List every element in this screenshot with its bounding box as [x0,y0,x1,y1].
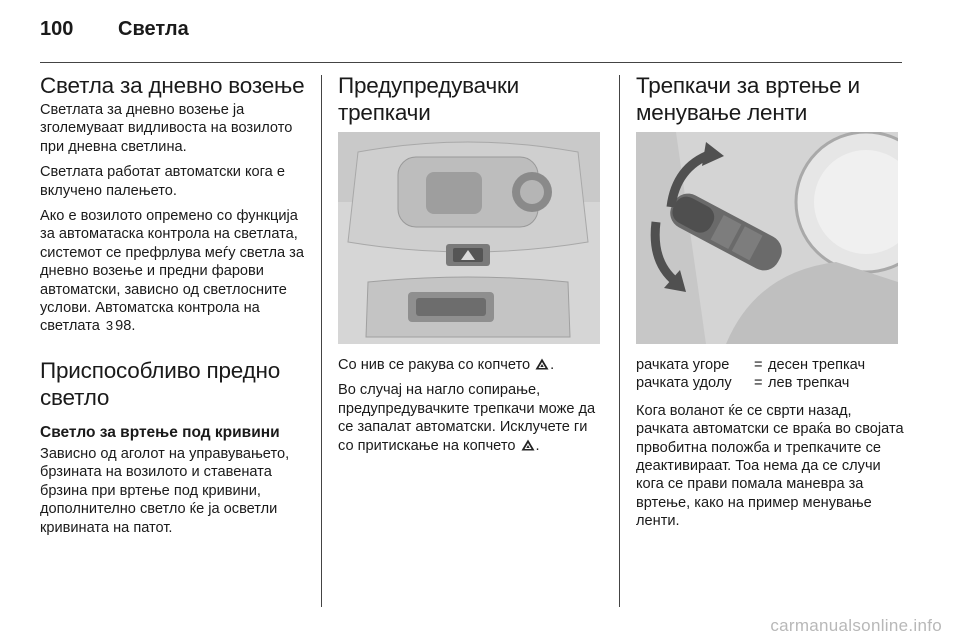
watermark: carmanualsonline.info [770,616,942,635]
page-reference-arrow-icon: 3 [105,318,114,334]
cornering-light-subheading: Светло за вртење под кривини [40,423,280,441]
turn-signal-illustration [636,132,898,344]
column-divider-1 [321,75,322,607]
table-row [636,356,906,374]
hazard-switch-illustration [338,132,600,344]
hazard-switch-photo [338,132,600,344]
table-term: рачката удолу [636,375,732,392]
table-definition: лев трепкач [768,375,850,392]
daytime-lights-heading: Светла за дневно возење [40,73,305,98]
column-3 [636,72,906,538]
turn-signal-para: Кога воланот ќе се сврти назад, рачката автоматски се враќа во својата првобитна положба и трепкачите се деактивираат. Тоа нема да се случи кога се прави помала маневра за вртење, како на пример менување ленти. [636,402,904,530]
daytime-lights-para-2: Светлата работат автоматски кога е вклучено палењето. [40,164,285,199]
header-divider [40,62,902,63]
table-definition: десен трепкач [768,357,866,373]
daytime-lights-para-3 [40,207,312,336]
table-equals: = [754,375,763,392]
page-number: 100 [40,18,74,40]
column-2 [338,72,604,462]
hazard-lights-heading: Предупредувачки трепкачи [338,73,520,125]
hazard-para-2-end: . [535,437,540,454]
column-1 [40,72,312,544]
page-header [40,18,189,41]
hazard-para-2-text: Во случај на нагло сопирање, предупредувачките трепкачи може да се запалат автоматски. Исклучете ги со притискање на копчето [338,382,596,454]
hazard-para-1-end: . [550,357,555,373]
turn-signal-lever-photo [636,132,898,344]
hazard-triangle-icon [521,439,535,451]
table-equals: = [754,357,763,373]
table-term: рачката угоре [636,357,730,373]
page-reference[interactable]: 98. [115,318,136,335]
hazard-para-2 [338,381,604,455]
cornering-light-para: Зависно од аголот на управувањето, брзината на возилото и ставената брзина при вртење под кривини, дополнително светло ќе ја осветли кривината на патот. [40,445,290,536]
adaptive-headlight-heading: Приспособливо предно светло [40,357,281,410]
turn-signal-heading: Трепкачи за вртење и менување ленти [636,73,860,125]
daytime-lights-para-1: Светлата за дневно возење ја зголемуваат видливоста на возилото при дневна светлина. [40,102,293,155]
hazard-triangle-icon [535,358,549,370]
daytime-lights-para-3-text: Ако е возилото опремено со функција за автоматаска контрола на светлата, системот се префрлува меѓу светла за дневно возење и предни фарови автоматски, зависно од светлосните услови. Автоматска контрола на светлата [40,208,304,335]
column-divider-2 [619,75,620,607]
section-title: Светла [118,18,189,40]
table-row [636,374,906,392]
hazard-para-1 [338,356,604,374]
hazard-para-1-text: Со нив се ракува со копчето [338,357,531,373]
lever-position-table [636,356,906,393]
